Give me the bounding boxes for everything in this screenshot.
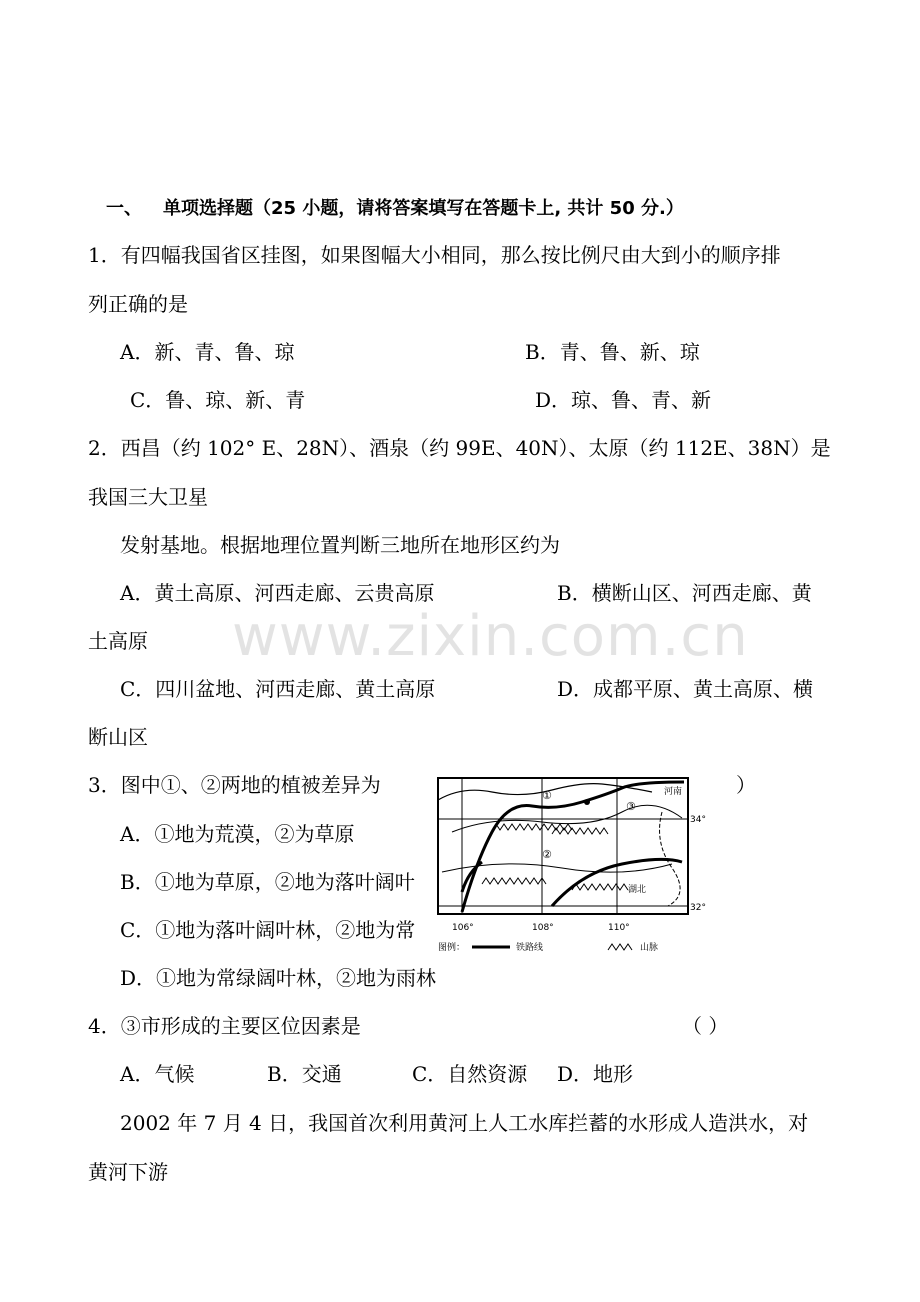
map-marker-2: ② xyxy=(542,848,552,861)
q4-paren: （ ） xyxy=(682,1014,729,1038)
q2-option-b: B．横断山区、河西走廊、黄 xyxy=(557,581,812,605)
q1-option-d: D．琼、鲁、青、新 xyxy=(535,388,712,412)
map-lon-106: 106° xyxy=(452,923,474,933)
q4-option-d: D．地形 xyxy=(557,1062,634,1086)
q3-stem: 3．图中①、②两地的植被差异为 xyxy=(88,773,381,797)
q3-option-a: A．①地为荒漠，②为草原 xyxy=(120,822,355,846)
q3-option-c: C．①地为落叶阔叶林，②地为常 xyxy=(120,918,416,942)
region-map xyxy=(432,772,706,960)
map-lon-108: 108° xyxy=(532,923,554,933)
map-legend-rail: 铁路线 xyxy=(516,943,544,953)
q4-option-a: A．气候 xyxy=(120,1062,195,1086)
q4-option-c: C．自然资源 xyxy=(412,1062,528,1086)
q3-option-d: D．①地为常绿阔叶林，②地为雨林 xyxy=(120,966,437,990)
map-lat-34: 34° xyxy=(690,815,706,825)
passage-line2: 黄河下游 xyxy=(88,1160,168,1184)
q2-option-a: A．黄土高原、河西走廊、云贵高原 xyxy=(120,581,435,605)
q1-option-b: B．青、鲁、新、琼 xyxy=(525,340,700,364)
q4-stem: 4．③市形成的主要区位因素是 xyxy=(88,1014,361,1038)
passage-line1: 2002 年 7 月 4 日，我国首次利用黄河上人工水库拦蓄的水形成人造洪水，对 xyxy=(120,1111,809,1135)
q1-stem-line1: 1．有四幅我国省区挂图，如果图幅大小相同，那么按比例尺由大到小的顺序排 xyxy=(88,243,781,267)
watermark: www.zixin.com.cn xyxy=(232,604,749,669)
section-number: 一、 xyxy=(106,198,142,219)
q2-option-d: D．成都平原、黄土高原、横 xyxy=(557,677,814,701)
q2-stem-line3: 发射基地。根据地理位置判断三地所在地形区约为 xyxy=(120,533,560,557)
q1-option-a: A．新、青、鲁、琼 xyxy=(120,340,295,364)
map-marker-3: ③ xyxy=(626,800,636,813)
q3-paren: ） xyxy=(736,773,756,797)
map-label-hubei: 湖北 xyxy=(628,885,647,895)
q1-stem-line2: 列正确的是 xyxy=(88,292,188,316)
map-legend-title: 图例： xyxy=(438,943,466,953)
q2-option-d-cont: 断山区 xyxy=(88,725,148,749)
q2-option-b-cont: 土高原 xyxy=(88,629,148,653)
map-marker-1: ① xyxy=(542,789,552,802)
map-legend-mountain: 山脉 xyxy=(640,943,659,953)
q2-stem-line1: 2．西昌（约 102° E、28N）、酒泉（约 99E、40N）、太原（约 112E、38N）是 xyxy=(88,436,831,460)
map-label-henan: 河南 xyxy=(664,787,683,797)
q2-stem-line2: 我国三大卫星 xyxy=(88,485,208,509)
map-lon-110: 110° xyxy=(608,923,630,933)
map-lat-32: 32° xyxy=(690,903,706,913)
q1-option-c: C．鲁、琼、新、青 xyxy=(130,388,306,412)
q4-option-b: B．交通 xyxy=(267,1062,342,1086)
q2-option-c: C．四川盆地、河西走廊、黄土高原 xyxy=(120,677,436,701)
section-title: 单项选择题（25 小题，请将答案填写在答题卡上, 共计 50 分.） xyxy=(163,198,684,219)
q3-option-b: B．①地为草原，②地为落叶阔叶 xyxy=(120,870,415,894)
